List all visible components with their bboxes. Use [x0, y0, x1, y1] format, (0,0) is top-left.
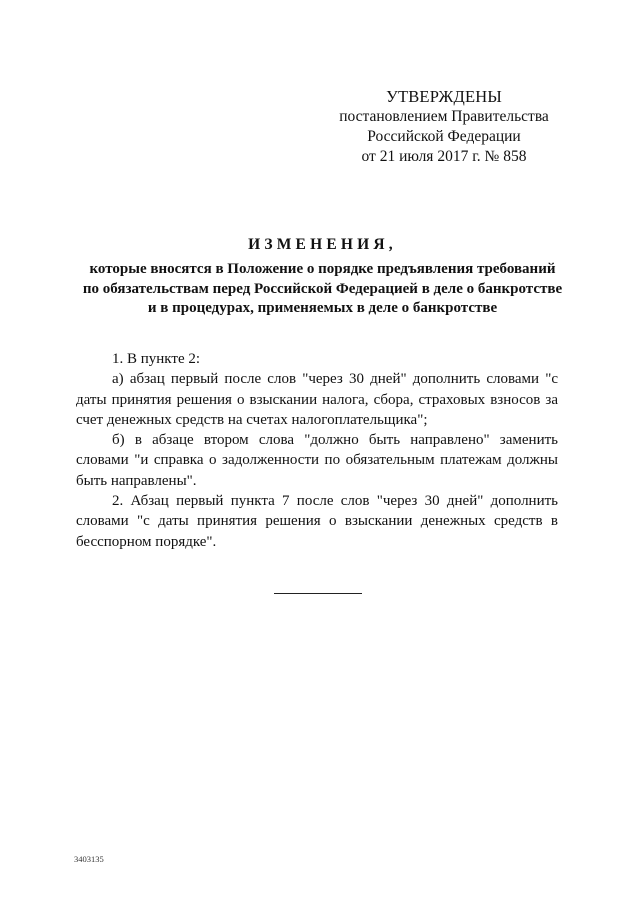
- document-subtitle-line-2: по обязательствам перед Российской Федерацией в деле о банкротстве: [82, 280, 563, 297]
- document-subtitle-line-3: и в процедурах, применяемых в деле о банкротстве: [147, 300, 498, 316]
- document-code: 3403135: [74, 854, 104, 864]
- document-body: [76, 349, 558, 552]
- document-subtitle-line-1: которые вносятся в Положение о порядке предъявления требований: [89, 261, 556, 277]
- paragraph-item-2: 2. Абзац первый пункта 7 после слов "через 30 дней" дополнить словами "с даты принятия решения о взыскании денежных средств в бесспорном порядке".: [76, 493, 558, 550]
- closing-rule-divider: [274, 593, 362, 594]
- approval-stamp: УТВЕРЖДЕНЫ: [386, 87, 502, 106]
- approval-line-3: от 21 июля 2017 г. № 858: [361, 148, 527, 165]
- paragraph-item-1b: б) в абзаце втором слова "должно быть направлено" заменить словами "и справка о задолженности по обязательным платежам должны быть направлены".: [76, 432, 558, 489]
- approval-line-1: постановлением Правительства: [339, 108, 549, 125]
- document-title-block: [60, 235, 585, 319]
- paragraph-item-1a: а) абзац первый после слов "через 30 дней" дополнить словами "с даты принятия решения о взыскании налога, сбора, страховых взносов за счет денежных средств на счетах налогоплательщика";: [76, 371, 558, 428]
- paragraph-item-1: 1. В пункте 2:: [112, 351, 201, 367]
- approval-block: [330, 87, 558, 167]
- document-heading: ИЗМЕНЕНИЯ,: [248, 236, 397, 253]
- approval-line-2: Российской Федерации: [367, 128, 521, 145]
